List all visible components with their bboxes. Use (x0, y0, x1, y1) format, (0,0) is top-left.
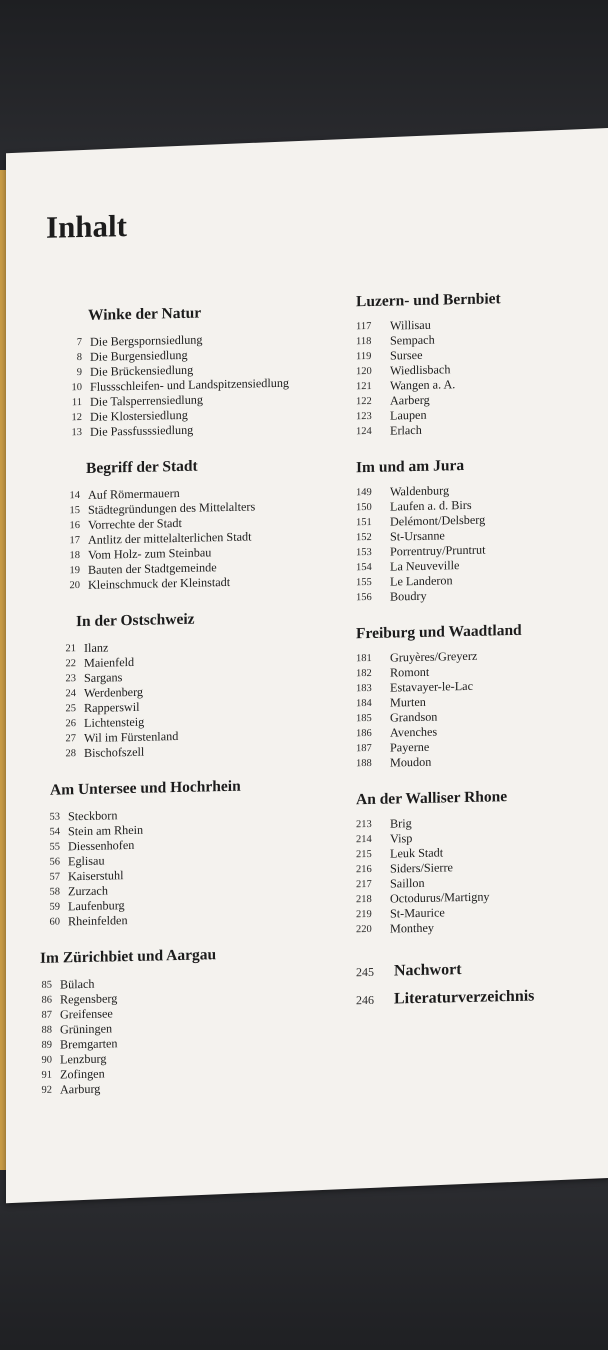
toc-end-entries (356, 958, 606, 1009)
entry-title: Murten (390, 694, 426, 710)
entry-title: Erlach (390, 422, 422, 438)
page-number: 152 (356, 531, 372, 544)
entry-title: Die Burgensiedlung (90, 347, 188, 364)
entry-title: Porrentruy/Pruntrut (390, 542, 486, 559)
entry-title: Aarberg (390, 392, 430, 408)
entry-title: Lichtensteig (84, 714, 145, 730)
page-number: 23 (65, 673, 76, 685)
entry-title: Greifensee (60, 1006, 113, 1022)
entry-title: Maienfeld (84, 654, 135, 670)
entry-title: Werdenberg (84, 684, 144, 700)
entry-title: St-Maurice (390, 905, 445, 921)
page-number: 219 (356, 908, 372, 921)
page-number: 213 (356, 818, 372, 831)
page-number: 7 (76, 337, 82, 349)
page-number: 55 (49, 841, 60, 853)
entry-title: Avenches (390, 724, 438, 740)
entry-title: Laupen (390, 407, 427, 423)
entry-title: Wangen a. A. (390, 377, 456, 393)
entry-title: Boudry (390, 588, 427, 604)
page-number: 124 (356, 425, 372, 438)
page-number: 58 (49, 886, 60, 898)
entry-title: Vom Holz- zum Steinbau (88, 545, 212, 562)
page-number: 121 (356, 380, 372, 393)
page-number: 89 (41, 1039, 52, 1051)
page-number: 117 (356, 320, 372, 333)
entry-title: Estavayer-le-Lac (390, 678, 473, 695)
entry-title: Kleinschmuck der Kleinstadt (88, 574, 231, 592)
page-title: Inhalt (46, 208, 127, 245)
page-number: 216 (356, 863, 372, 876)
page-number: 184 (356, 697, 372, 710)
section-title: Winke der Natur (88, 304, 202, 324)
entry-title: Siders/Sierre (390, 860, 453, 876)
entry-title: Romont (390, 664, 430, 680)
toc-entry-list (58, 636, 330, 762)
page-number: 181 (356, 652, 372, 665)
page-number: 12 (71, 412, 82, 424)
page-number: 9 (76, 367, 82, 379)
page-number: 185 (356, 712, 372, 725)
page-number: 149 (356, 486, 372, 499)
entry-title: Eglisau (68, 853, 105, 869)
page-number: 19 (69, 565, 80, 577)
page-number: 220 (356, 923, 372, 936)
section-title: Im und am Jura (356, 457, 465, 477)
page-number: 24 (65, 688, 76, 700)
page-number: 118 (356, 335, 372, 348)
page-number: 53 (49, 811, 60, 823)
entry-title: Saillon (390, 875, 425, 891)
page-number: 14 (69, 490, 80, 502)
toc-section-an-der-walliser-rhone (356, 786, 606, 937)
entry-title: Payerne (390, 739, 430, 755)
entry-title: Kaiserstuhl (68, 868, 124, 884)
entry-title: La Neuveville (390, 558, 460, 574)
toc-section-freiburg-und-waadtland (356, 620, 606, 771)
entry-title: St-Ursanne (390, 528, 445, 544)
toc-entry-list (34, 972, 330, 1098)
toc-entry-list (356, 480, 606, 605)
page-number: 154 (356, 561, 372, 574)
page-number: 123 (356, 410, 372, 423)
page-content (6, 128, 608, 1191)
toc-section-im-und-am-jura (356, 454, 606, 605)
entry-title: Wil im Fürstenland (84, 729, 179, 745)
page-number: 215 (356, 848, 372, 861)
page-number: 85 (41, 979, 52, 991)
entry-title: Sargans (84, 670, 123, 685)
toc-section-im-zurichbiet-und-aargau (30, 944, 330, 1098)
page-number: 15 (69, 505, 80, 517)
page-number: 26 (65, 718, 76, 730)
page-number: 54 (49, 826, 60, 838)
entry-title: Sursee (390, 347, 423, 363)
page-number: 17 (69, 535, 80, 547)
book-page (6, 128, 608, 1203)
page-number: 92 (41, 1084, 52, 1096)
entry-title: Grüningen (60, 1021, 113, 1037)
toc-left-column (30, 302, 330, 1118)
entry-title: Die Talsperrensiedlung (90, 392, 203, 409)
page-number: 56 (49, 856, 60, 868)
entry-title: Brig (390, 816, 412, 831)
toc-right-column (356, 288, 606, 1019)
toc-section-am-untersee-und-hochrhein (30, 776, 330, 930)
page-number: 25 (65, 703, 76, 715)
entry-title: Le Landeron (390, 573, 453, 589)
entry-title: Die Passfusssiedlung (90, 422, 194, 439)
page-number: 11 (71, 397, 82, 409)
toc-section-in-der-ostschweiz (30, 608, 330, 762)
page-number: 60 (49, 916, 60, 928)
page-number: 8 (76, 352, 82, 364)
entry-title: Vorrechte der Stadt (88, 515, 182, 532)
page-number: 90 (41, 1054, 52, 1066)
entry-title: Grandson (390, 709, 438, 725)
page-number: 214 (356, 833, 372, 846)
page-number: 57 (49, 871, 60, 883)
entry-title: Bauten der Stadtgemeinde (88, 560, 217, 577)
page-number: 155 (356, 576, 372, 589)
toc-entry-list (64, 330, 330, 441)
entry-title: Flussschleifen- und Landspitzensiedlung (90, 375, 290, 394)
page-number: 86 (41, 994, 52, 1006)
page-number: 156 (356, 591, 372, 604)
entry-title: Waldenburg (390, 483, 450, 499)
page-number: 16 (69, 520, 80, 532)
page-number: 13 (71, 427, 82, 439)
toc-end-entry (356, 958, 606, 981)
entry-title: Antlitz der mittelalterlichen Stadt (88, 529, 252, 547)
page-number: 28 (65, 748, 76, 760)
entry-title: Regensberg (60, 991, 118, 1007)
page-number: 21 (65, 643, 76, 655)
page-number: 182 (356, 667, 372, 680)
entry-title: Visp (390, 831, 413, 846)
entry-title: Laufen a. d. Birs (390, 497, 472, 514)
entry-title: Zofingen (60, 1066, 105, 1082)
entry-title: Delémont/Delsberg (390, 512, 486, 529)
entry-title: Monthey (390, 920, 435, 936)
entry-title: Die Bergspornsiedlung (90, 332, 203, 349)
entry-title: Lenzburg (60, 1051, 107, 1067)
section-title: Im Zürichbiet und Aargau (40, 946, 217, 967)
page-number: 27 (65, 733, 76, 745)
section-title: Am Untersee und Hochrhein (50, 777, 241, 799)
page-number: 150 (356, 501, 372, 514)
page-number: 187 (356, 742, 372, 755)
entry-title: Steckborn (68, 808, 118, 824)
toc-section-winke-der-natur (30, 302, 330, 441)
page-number: 20 (69, 580, 80, 592)
toc-section-begriff-der-stadt (30, 455, 330, 594)
toc-entry-list (42, 804, 330, 930)
entry-title: Stein am Rhein (68, 822, 144, 839)
toc-entry-list (62, 483, 330, 594)
section-title: In der Ostschweiz (76, 610, 195, 631)
page-number: 18 (69, 550, 80, 562)
toc-entry-list (356, 314, 606, 439)
entry-title: Wiedlisbach (390, 362, 451, 378)
page-number: 120 (356, 365, 372, 378)
toc-end-entry (356, 986, 606, 1009)
entry-title: Diessenhofen (68, 837, 135, 854)
entry-title: Rapperswil (84, 699, 140, 715)
entry-title: Die Brückensiedlung (90, 362, 194, 379)
page-number: 153 (356, 546, 372, 559)
entry-title: Städtegründungen des Mittelalters (88, 499, 256, 517)
page-number: 91 (41, 1069, 52, 1081)
page-number: 122 (356, 395, 372, 408)
entry-title: Laufenburg (68, 898, 125, 914)
entry-title: Sempach (390, 332, 435, 348)
entry-title: Die Klostersiedlung (90, 407, 188, 424)
entry-title: Aarburg (60, 1081, 101, 1097)
entry-title: Nachwort (394, 961, 462, 980)
page-number: 183 (356, 682, 372, 695)
entry-title: Willisau (390, 317, 431, 333)
page-number: 186 (356, 727, 372, 740)
page-number: 245 (356, 964, 374, 980)
page-number: 119 (356, 350, 372, 363)
entry-title: Moudon (390, 754, 432, 770)
entry-title: Zurzach (68, 883, 108, 899)
page-number: 188 (356, 757, 372, 770)
page-number: 22 (65, 658, 76, 670)
entry-title: Rheinfelden (68, 913, 128, 929)
page-number: 217 (356, 878, 372, 891)
entry-title: Literaturverzeichnis (394, 987, 535, 1008)
page-number: 151 (356, 516, 372, 529)
entry-title: Bremgarten (60, 1036, 118, 1052)
entry-title: Leuk Stadt (390, 845, 444, 861)
background-bottom (0, 1180, 608, 1350)
toc-entry-list (356, 646, 606, 771)
toc-section-luzern-und-bernbiet (356, 288, 606, 439)
entry-title: Gruyères/Greyerz (390, 648, 478, 665)
page-number: 218 (356, 893, 372, 906)
page-number: 246 (356, 992, 374, 1008)
entry-title: Ilanz (84, 640, 109, 655)
section-title: An der Walliser Rhone (356, 788, 508, 809)
page-number: 59 (49, 901, 60, 913)
entry-title: Bischofszell (84, 744, 145, 760)
section-title: Freiburg und Waadtland (356, 621, 522, 643)
section-title: Begriff der Stadt (86, 457, 198, 477)
page-number: 10 (71, 382, 82, 394)
toc-entry-list (356, 812, 606, 937)
page-number: 88 (41, 1024, 52, 1036)
section-title: Luzern- und Bernbiet (356, 290, 501, 311)
entry-title: Auf Römermauern (88, 485, 180, 502)
page-number: 87 (41, 1009, 52, 1021)
entry-title: Bülach (60, 976, 95, 992)
entry-title: Octodurus/Martigny (390, 889, 490, 906)
